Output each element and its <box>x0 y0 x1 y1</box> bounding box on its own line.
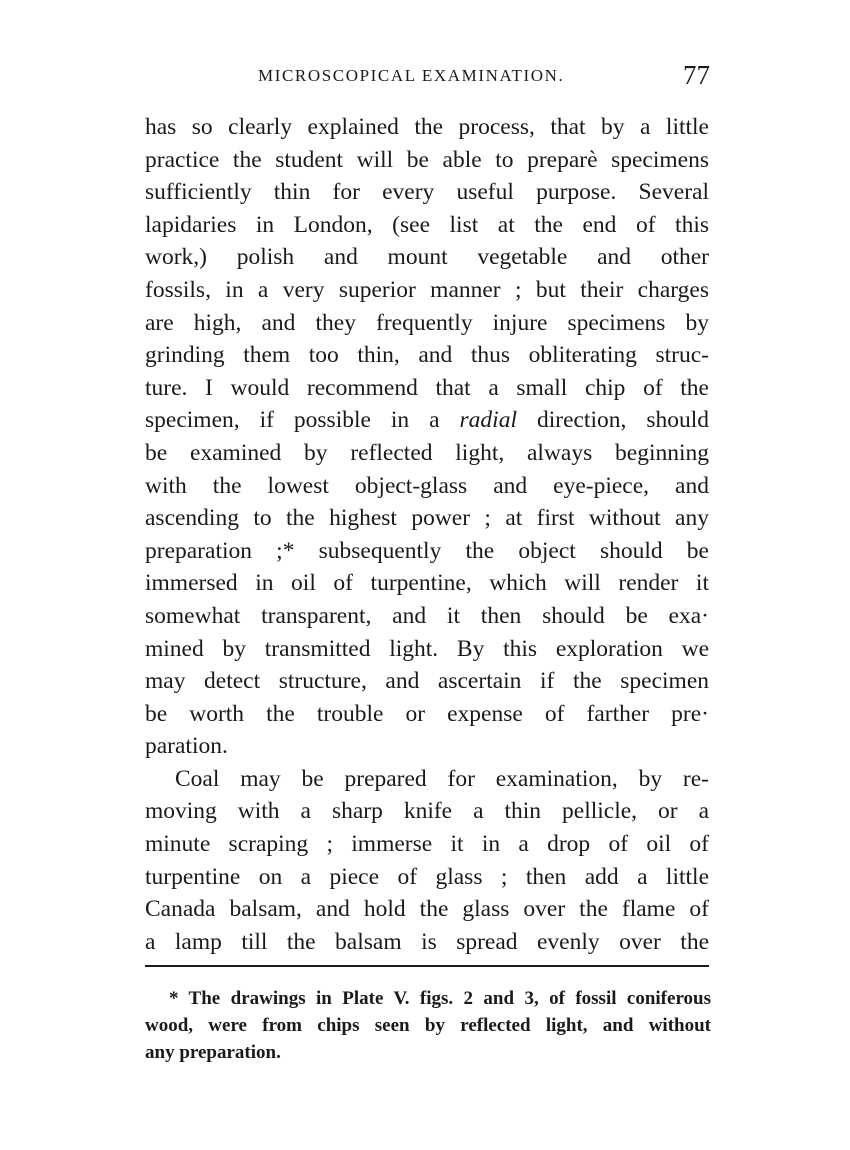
running-head <box>145 60 710 92</box>
text-line: practice the student will be able to preparè specimens <box>145 146 709 173</box>
text-line: immersed in oil of turpentine, which will render it <box>145 570 709 597</box>
text-line: ture. I would recommend that a small chip of the <box>145 374 709 401</box>
text-line: paration. <box>145 733 228 760</box>
text-line: fossils, in a very superior manner ; but their charges <box>145 276 709 303</box>
text-line: mined by transmitted light. By this exploration we <box>145 635 709 662</box>
text-line: with the lowest object-glass and eye-piece, and <box>145 472 709 499</box>
text-line: Canada balsam, and hold the glass over the flame of <box>145 896 709 923</box>
footnote-rule <box>145 965 709 967</box>
text-line: work,) polish and mount vegetable and other <box>145 244 709 271</box>
text-line: be examined by reflected light, always beginning <box>145 439 709 466</box>
text-line: has so clearly explained the process, that by a little <box>145 114 709 140</box>
body-text <box>145 111 709 958</box>
text-line: lapidaries in London, (see list at the end of this <box>145 211 709 238</box>
text-segment: direction, should <box>517 407 709 434</box>
text-line <box>145 404 709 437</box>
paragraph-start-line: Coal may be prepared for examination, by re- <box>175 765 709 792</box>
text-line: are high, and they frequently injure specimens by <box>145 309 709 336</box>
text-line: may detect structure, and ascertain if the specimen <box>145 668 709 695</box>
page-number: 77 <box>683 60 710 90</box>
text-line: be worth the trouble or expense of farther pre· <box>145 700 709 727</box>
text-line: preparation ;* subsequently the object should be <box>145 537 709 564</box>
text-segment: specimen, if possible in a <box>145 407 460 434</box>
text-line: moving with a sharp knife a thin pellicle, or a <box>145 798 709 825</box>
text-line: a lamp till the balsam is spread evenly over the <box>145 928 709 955</box>
text-line: ascending to the highest power ; at first without any <box>145 505 709 532</box>
footnote-line: wood, were from chips seen by reflected light, and without <box>145 1015 711 1036</box>
text-line: somewhat transparent, and it then should be exa· <box>145 602 709 629</box>
footnote-line: * The drawings in Plate V. figs. 2 and 3, of fossil coniferous <box>169 988 711 1009</box>
text-line: sufficiently thin for every useful purpose. Several <box>145 179 709 206</box>
text-line: turpentine on a piece of glass ; then add a little <box>145 863 709 890</box>
footnote-line: any preparation. <box>145 1042 281 1063</box>
italic-word: radial <box>459 407 517 434</box>
running-title: MICROSCOPICAL EXAMINATION. <box>258 66 565 85</box>
text-line: grinding them too thin, and thus obliterating struc- <box>145 342 709 369</box>
footnote <box>145 985 711 1066</box>
text-line: minute scraping ; immerse it in a drop of oil of <box>145 831 709 858</box>
